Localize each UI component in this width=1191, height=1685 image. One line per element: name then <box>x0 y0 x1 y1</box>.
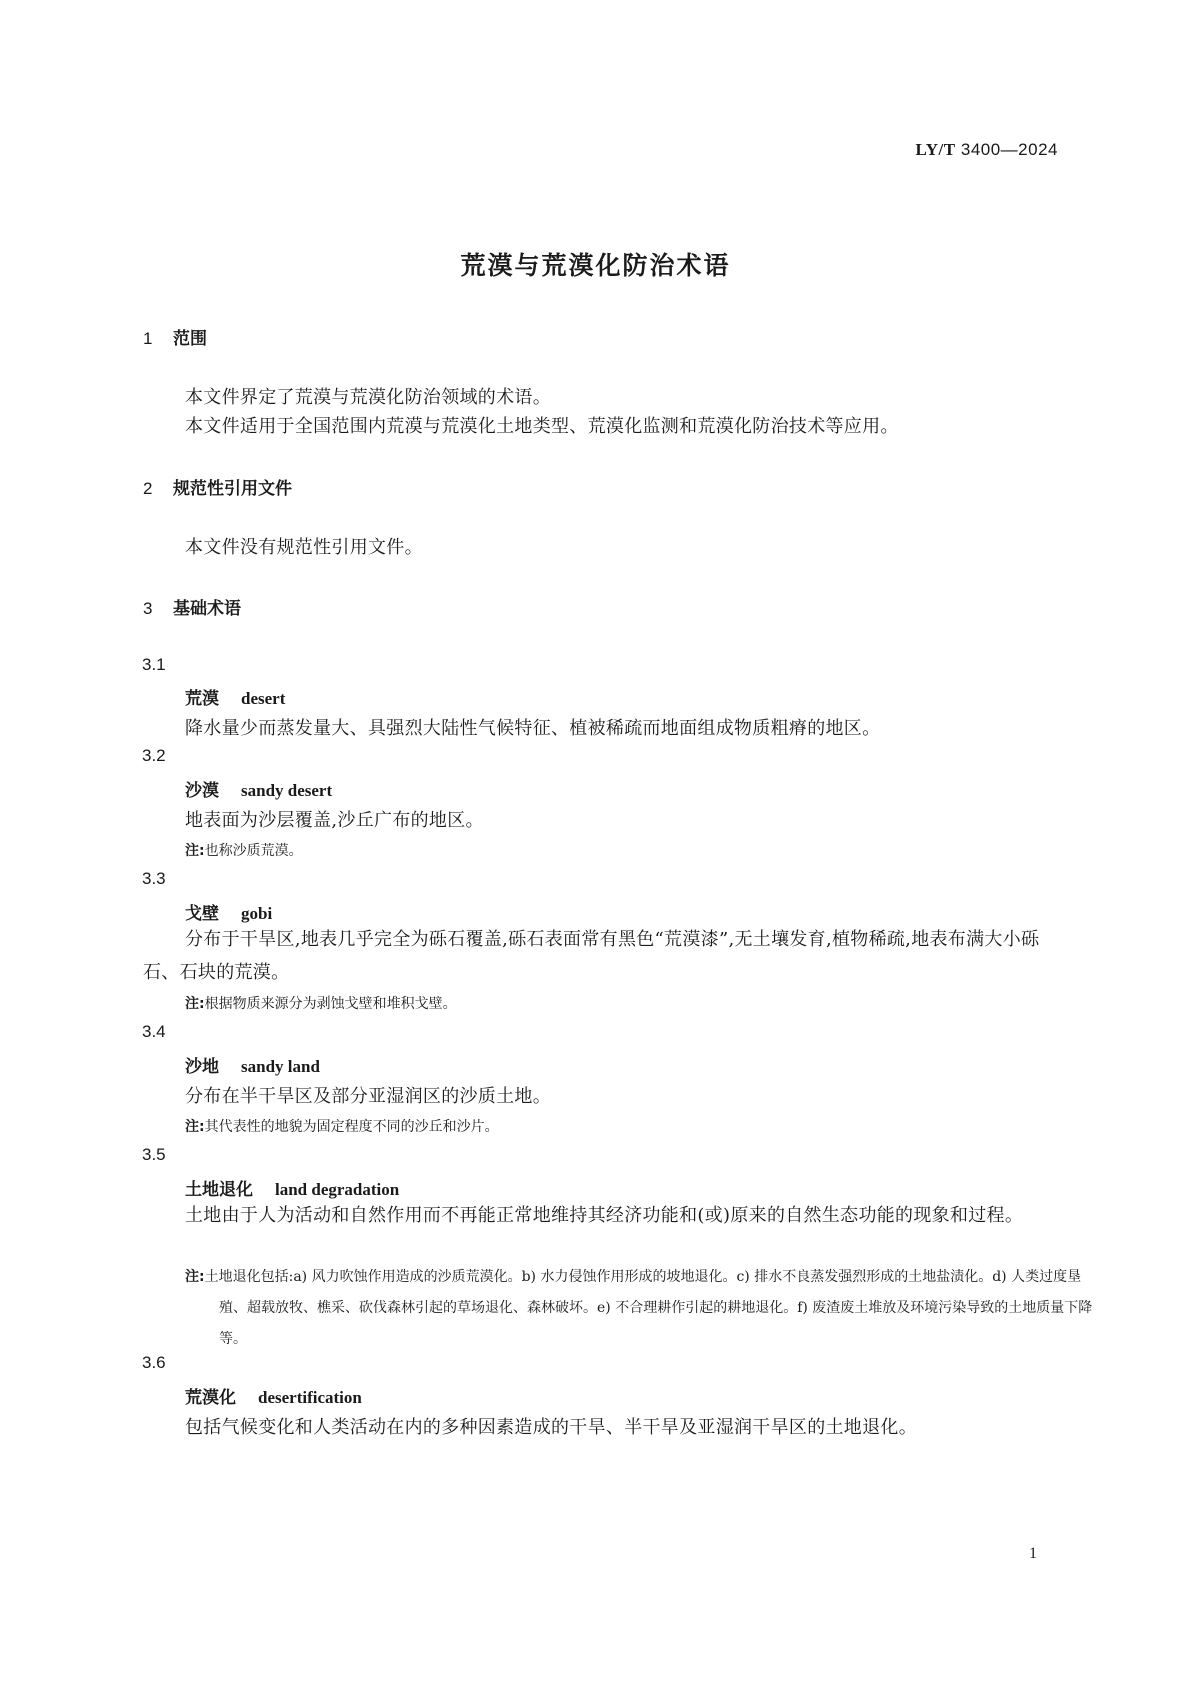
term-definition: 地表面为沙层覆盖,沙丘广布的地区。 <box>185 810 484 831</box>
section-3-title: 基础术语 <box>173 599 241 619</box>
term-note: 注:其代表性的地貌为固定程度不同的沙丘和沙片。 <box>185 1119 499 1135</box>
term-number: 3.6 <box>142 1353 166 1372</box>
term-note: 注:土地退化包括:a) 风力吹蚀作用造成的沙质荒漠化。b) 水力侵蚀作用形成的坡地退化。c) 排水不良蒸发强烈形成的土地盐渍化。d) 人类过度垦殖、超载放牧、樵采、砍伐森林引起的草场退化、森林破坏。e) 不合理耕作引起的耕地退化。f) 废渣废土堆放及环境污染导致的土地质量下降等。 <box>185 1269 1093 1347</box>
document-title: 荒漠与荒漠化防治术语 <box>460 251 731 280</box>
term-number: 3.2 <box>142 746 166 765</box>
term-heading: 荒漠 desert <box>185 689 286 709</box>
standard-code <box>916 140 1059 160</box>
term-definition: 分布在半干旱区及部分亚湿润区的沙质土地。 <box>185 1086 551 1107</box>
section-2-para-1: 本文件没有规范性引用文件。 <box>185 537 423 558</box>
section-2-heading: 2 规范性引用文件 <box>143 479 292 499</box>
section-1-title: 范围 <box>173 329 207 349</box>
term-number: 3.3 <box>142 869 166 888</box>
section-1-heading: 1 范围 <box>143 329 207 349</box>
page-number: 1 <box>1029 1545 1037 1562</box>
term-number: 3.1 <box>142 655 166 674</box>
term-definition: 分布于干旱区,地表几乎完全为砾石覆盖,砾石表面常有黑色“荒漠漆”,无土壤发育,植物稀疏,地表布满大小砾石、石块的荒漠。 <box>143 929 1040 983</box>
term-heading: 沙漠 sandy desert <box>185 781 333 801</box>
standard-code-prefix: LY/T <box>915 140 956 159</box>
term-heading: 沙地 sandy land <box>185 1057 320 1077</box>
term-heading: 土地退化 land degradation <box>185 1180 400 1200</box>
term-number: 3.4 <box>142 1022 166 1041</box>
term-note: 注:也称沙质荒漠。 <box>185 843 303 859</box>
section-2-title: 规范性引用文件 <box>173 479 292 499</box>
section-1-para-1: 本文件界定了荒漠与荒漠化防治领域的术语。 <box>185 387 551 408</box>
term-definition: 包括气候变化和人类活动在内的多种因素造成的干旱、半干旱及亚湿润干旱区的土地退化。 <box>185 1417 917 1438</box>
term-number: 3.5 <box>142 1145 166 1164</box>
term-heading: 荒漠化 desertification <box>185 1388 362 1408</box>
section-3-heading: 3 基础术语 <box>143 599 241 619</box>
term-heading: 戈壁 gobi <box>185 904 273 924</box>
section-1-para-2: 本文件适用于全国范围内荒漠与荒漠化土地类型、荒漠化监测和荒漠化防治技术等应用。 <box>185 416 899 437</box>
term-definition: 土地由于人为活动和自然作用而不再能正常地维持其经济功能和(或)原来的自然生态功能的现象和过程。 <box>185 1205 1024 1226</box>
standard-code-number: 3400—2024 <box>960 140 1058 159</box>
term-note: 注:根据物质来源分为剥蚀戈壁和堆积戈壁。 <box>185 996 457 1012</box>
term-definition: 降水量少而蒸发量大、具强烈大陆性气候特征、植被稀疏而地面组成物质粗瘠的地区。 <box>185 718 881 739</box>
